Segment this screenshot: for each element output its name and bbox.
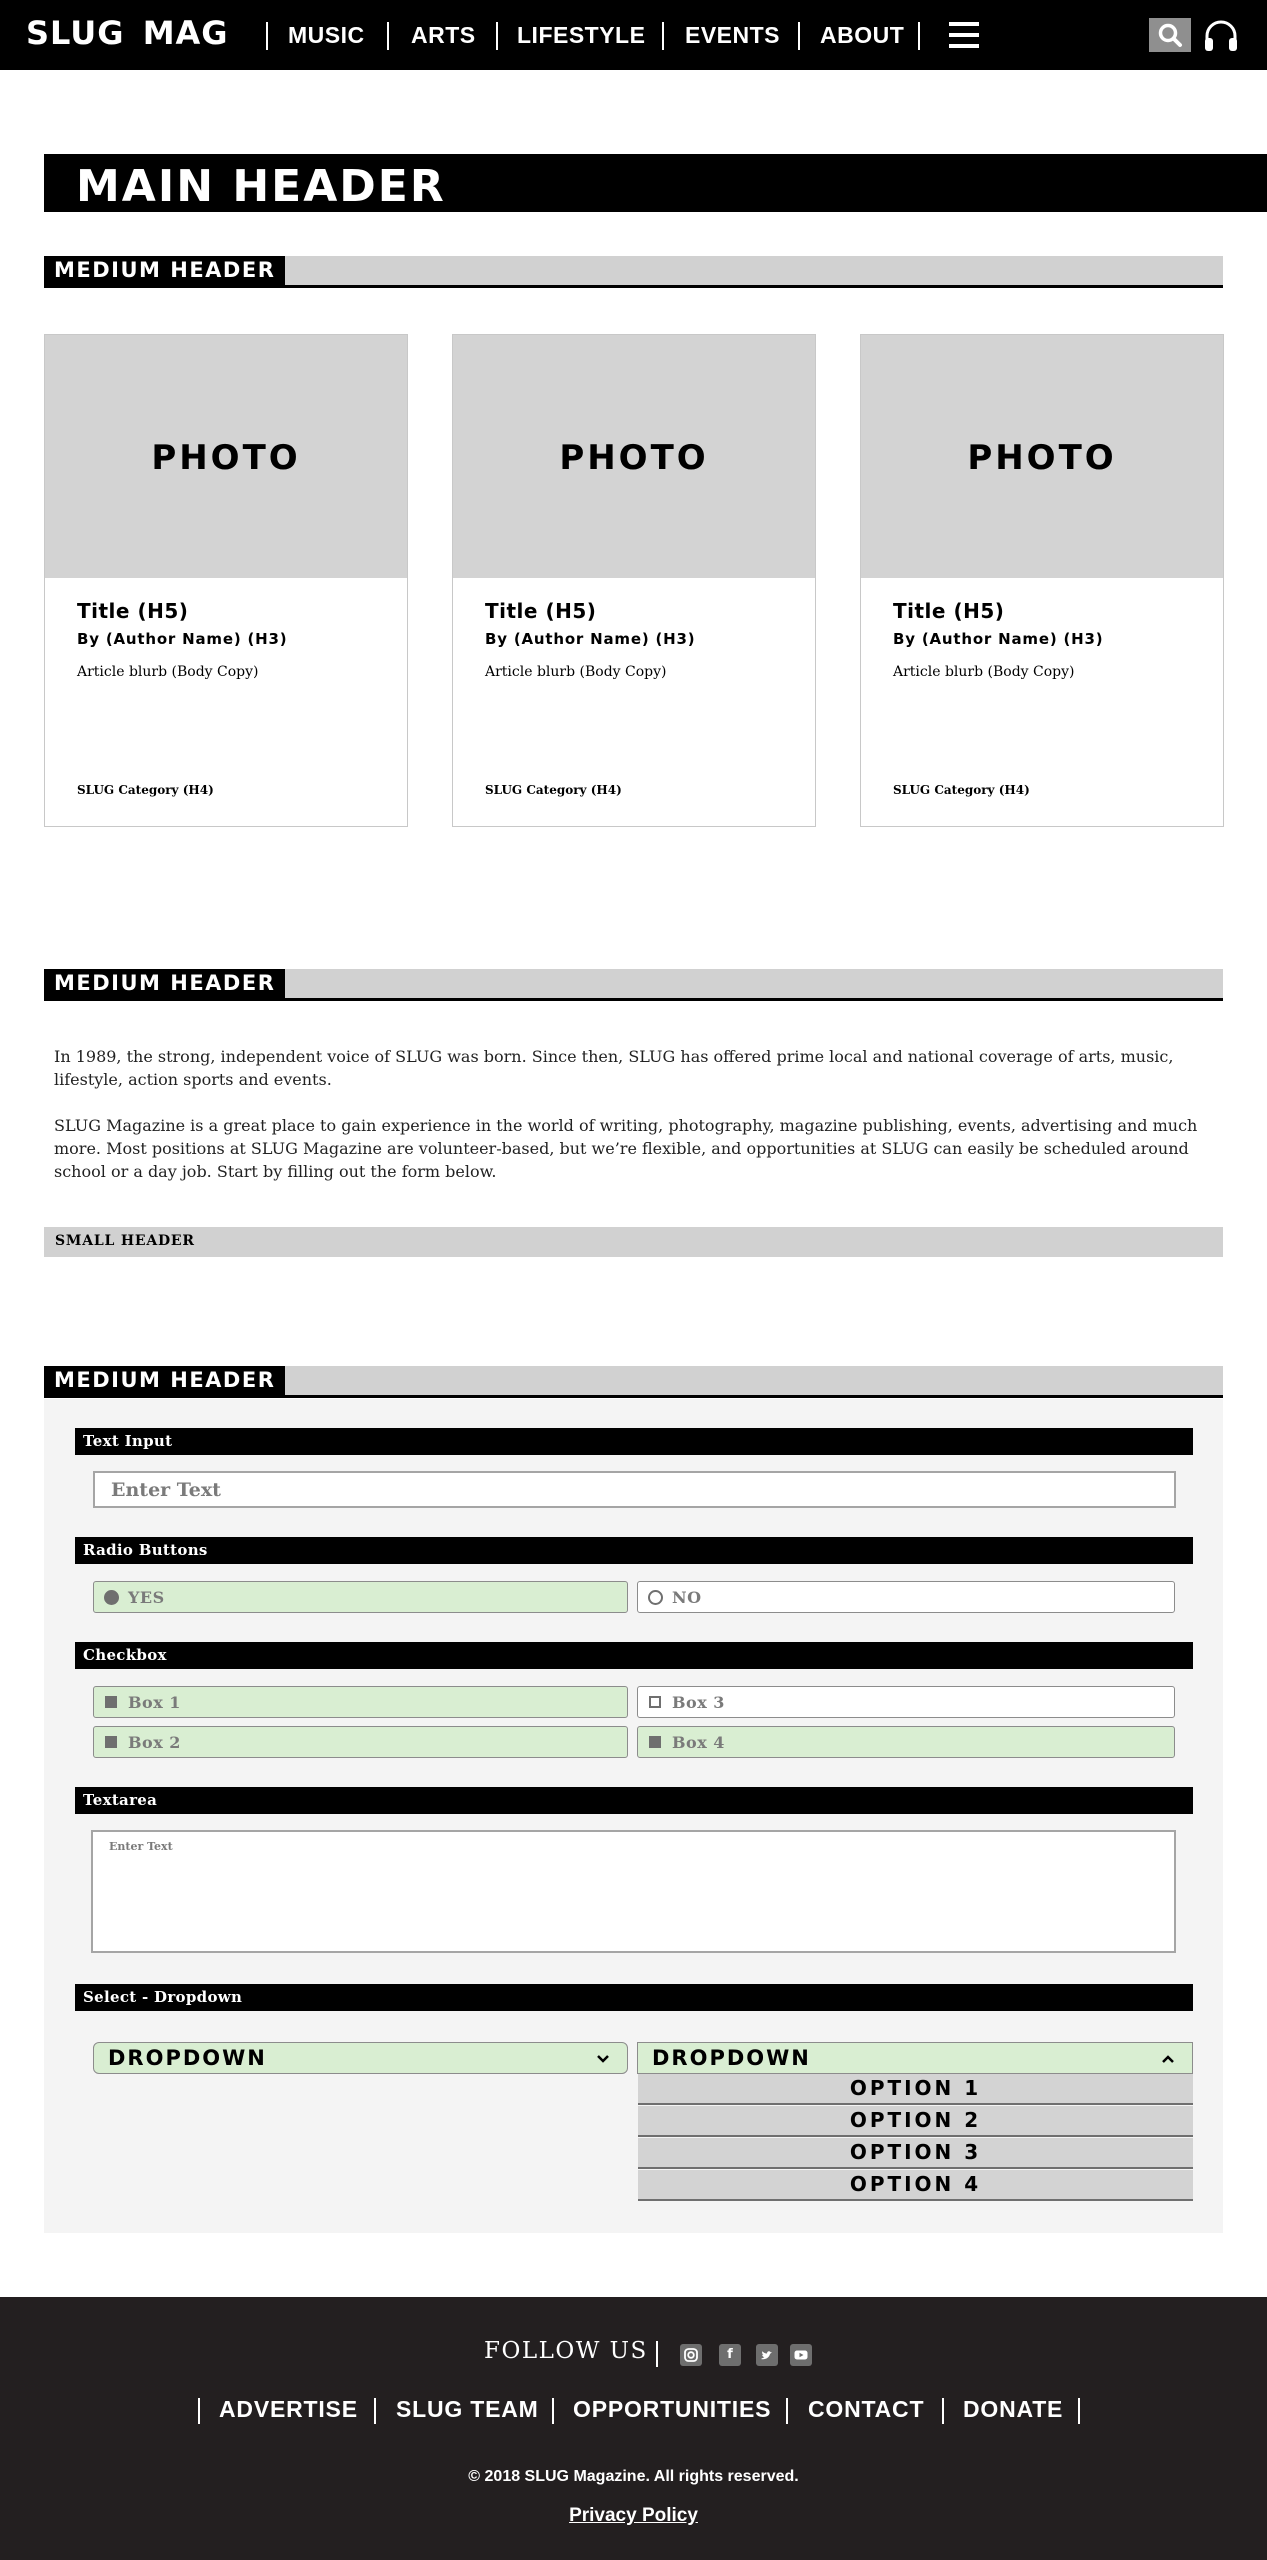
photo-label: PHOTO — [559, 438, 709, 478]
medium-header — [44, 969, 1223, 1001]
paragraph-line: lifestyle, action sports and events. — [54, 1070, 332, 1089]
privacy-policy-link[interactable]: Privacy Policy — [569, 2505, 698, 2526]
medium-header-tab — [44, 256, 285, 285]
volunteer-paragraph — [54, 1114, 1224, 1183]
paragraph-line: school or a day job. Start by filling out the form below. — [54, 1162, 497, 1181]
option-label: OPTION 4 — [849, 2172, 982, 2196]
chevron-down-icon — [595, 2051, 611, 2067]
card-blurb: Article blurb (Body Copy) — [485, 664, 667, 680]
dropdown-option[interactable] — [638, 2138, 1193, 2169]
paragraph-line: more. Most positions at SLUG Magazine are volunteer-based, but we’re flexible, and opportunities at SLUG can easily be scheduled around — [54, 1139, 1189, 1158]
option-label: OPTION 1 — [849, 2076, 982, 2100]
medium-header-tab — [44, 969, 285, 998]
article-card[interactable] — [452, 334, 816, 827]
nav-link-about[interactable]: ABOUT — [820, 22, 905, 48]
small-header-text: SMALL HEADER — [55, 1233, 195, 1249]
headphones-icon[interactable] — [1202, 16, 1240, 54]
textarea-label — [75, 1787, 1193, 1814]
footer-divider — [942, 2398, 944, 2424]
textarea-field[interactable] — [91, 1830, 1176, 1953]
checkbox-box-4[interactable] — [637, 1726, 1175, 1758]
intro-paragraph — [54, 1045, 1224, 1091]
card-category[interactable]: SLUG Category (H4) — [485, 783, 622, 797]
card-blurb: Article blurb (Body Copy) — [893, 664, 1075, 680]
label-text: Radio Buttons — [83, 1541, 208, 1559]
label-text: Select - Dropdown — [83, 1988, 243, 2006]
footer-divider — [1078, 2398, 1080, 2424]
dropdown-value: DROPDOWN — [652, 2046, 811, 2070]
menu-icon[interactable] — [949, 22, 979, 49]
photo-placeholder — [861, 335, 1223, 578]
nav-divider — [387, 22, 389, 50]
option-label: OPTION 3 — [849, 2140, 982, 2164]
dropdown-option[interactable] — [638, 2106, 1193, 2137]
nav-divider — [662, 22, 664, 50]
dropdown-option[interactable] — [638, 2074, 1193, 2105]
nav-link-lifestyle[interactable]: LIFESTYLE — [517, 22, 646, 48]
footer-divider — [552, 2398, 554, 2424]
nav-link-music[interactable]: MUSIC — [288, 22, 365, 48]
option-label: OPTION 2 — [849, 2108, 982, 2132]
medium-header-text: MEDIUM HEADER — [54, 1368, 276, 1392]
label-text: Textarea — [83, 1791, 158, 1809]
checkbox-box-1[interactable] — [93, 1686, 628, 1718]
footer-divider — [374, 2398, 376, 2424]
footer-divider — [656, 2341, 658, 2367]
checkbox-text: Box 2 — [128, 1733, 181, 1752]
chevron-up-icon — [1160, 2051, 1176, 2067]
photo-placeholder — [45, 335, 407, 578]
article-card[interactable] — [860, 334, 1224, 827]
card-title[interactable]: Title (H5) — [485, 599, 597, 623]
top-navigation — [0, 0, 1267, 70]
photo-placeholder — [453, 335, 815, 578]
medium-header — [44, 256, 1223, 288]
small-header — [44, 1227, 1223, 1257]
nav-link-events[interactable]: EVENTS — [685, 22, 781, 48]
medium-header-tab — [44, 1366, 285, 1395]
photo-label: PHOTO — [967, 438, 1117, 478]
paragraph-line: In 1989, the strong, independent voice of SLUG was born. Since then, SLUG has offered prime local and national coverage of arts, music, — [54, 1047, 1174, 1066]
youtube-icon[interactable] — [790, 2344, 812, 2366]
nav-divider — [918, 22, 920, 50]
checkbox-label — [75, 1642, 1193, 1669]
label-text: Checkbox — [83, 1646, 167, 1664]
checkbox-checked-icon — [105, 1736, 117, 1748]
dropdown-option[interactable] — [638, 2170, 1193, 2201]
follow-us-label: FOLLOW US — [484, 2338, 648, 2364]
footer-link-donate[interactable]: DONATE — [963, 2396, 1064, 2422]
radio-buttons-label — [75, 1537, 1193, 1564]
facebook-icon[interactable]: f — [719, 2344, 741, 2366]
site-logo[interactable]: SLUG MAG — [26, 14, 229, 52]
card-author: By (Author Name) (H3) — [77, 630, 288, 648]
copyright-text: © 2018 SLUG Magazine. All rights reserved. — [468, 2468, 799, 2485]
radio-option-no[interactable] — [637, 1581, 1175, 1613]
card-author: By (Author Name) (H3) — [893, 630, 1104, 648]
radio-label: NO — [672, 1588, 702, 1607]
checkbox-text: Box 4 — [672, 1733, 725, 1752]
text-input-label — [75, 1428, 1193, 1455]
nav-divider — [496, 22, 498, 50]
checkbox-unchecked-icon — [649, 1696, 661, 1708]
paragraph-line: SLUG Magazine is a great place to gain experience in the world of writing, photography, magazine publishing, events, advertising and much — [54, 1116, 1198, 1135]
checkbox-box-3[interactable] — [637, 1686, 1175, 1718]
search-icon[interactable] — [1149, 18, 1191, 52]
checkbox-text: Box 3 — [672, 1693, 725, 1712]
card-title[interactable]: Title (H5) — [77, 599, 189, 623]
photo-label: PHOTO — [151, 438, 301, 478]
medium-header-text: MEDIUM HEADER — [54, 258, 276, 282]
select-dropdown-label — [75, 1984, 1193, 2011]
checkbox-checked-icon — [649, 1736, 661, 1748]
nav-link-arts[interactable]: ARTS — [411, 22, 476, 48]
footer-link-contact[interactable]: CONTACT — [808, 2396, 925, 2422]
radio-option-yes[interactable] — [93, 1581, 628, 1613]
text-input-field[interactable] — [93, 1471, 1176, 1508]
radio-label: YES — [128, 1588, 165, 1607]
card-blurb: Article blurb (Body Copy) — [77, 664, 259, 680]
main-header — [44, 154, 1267, 212]
card-title[interactable]: Title (H5) — [893, 599, 1005, 623]
label-text: Text Input — [83, 1432, 173, 1450]
radio-selected-icon — [104, 1590, 119, 1605]
footer-link-slug-team[interactable]: SLUG TEAM — [396, 2396, 539, 2422]
card-author: By (Author Name) (H3) — [485, 630, 696, 648]
checkbox-text: Box 1 — [128, 1693, 181, 1712]
nav-divider — [266, 22, 268, 50]
card-category[interactable]: SLUG Category (H4) — [77, 783, 214, 797]
dropdown-collapsed[interactable] — [93, 2042, 628, 2074]
footer-divider — [786, 2398, 788, 2424]
medium-header — [44, 1366, 1223, 1398]
radio-unselected-icon — [648, 1590, 663, 1605]
twitter-icon[interactable] — [756, 2344, 778, 2366]
article-card[interactable] — [44, 334, 408, 827]
instagram-icon[interactable] — [680, 2344, 702, 2366]
footer-divider — [198, 2398, 200, 2424]
checkbox-checked-icon — [105, 1696, 117, 1708]
footer — [0, 2297, 1267, 2560]
footer-link-advertise[interactable]: ADVERTISE — [219, 2396, 358, 2422]
nav-divider — [798, 22, 800, 50]
dropdown-value: DROPDOWN — [108, 2046, 267, 2070]
checkbox-box-2[interactable] — [93, 1726, 628, 1758]
main-header-text: MAIN HEADER — [76, 161, 446, 212]
medium-header-text: MEDIUM HEADER — [54, 971, 276, 995]
footer-link-opportunities[interactable]: OPPORTUNITIES — [573, 2396, 772, 2422]
card-category[interactable]: SLUG Category (H4) — [893, 783, 1030, 797]
dropdown-expanded[interactable] — [637, 2042, 1193, 2074]
